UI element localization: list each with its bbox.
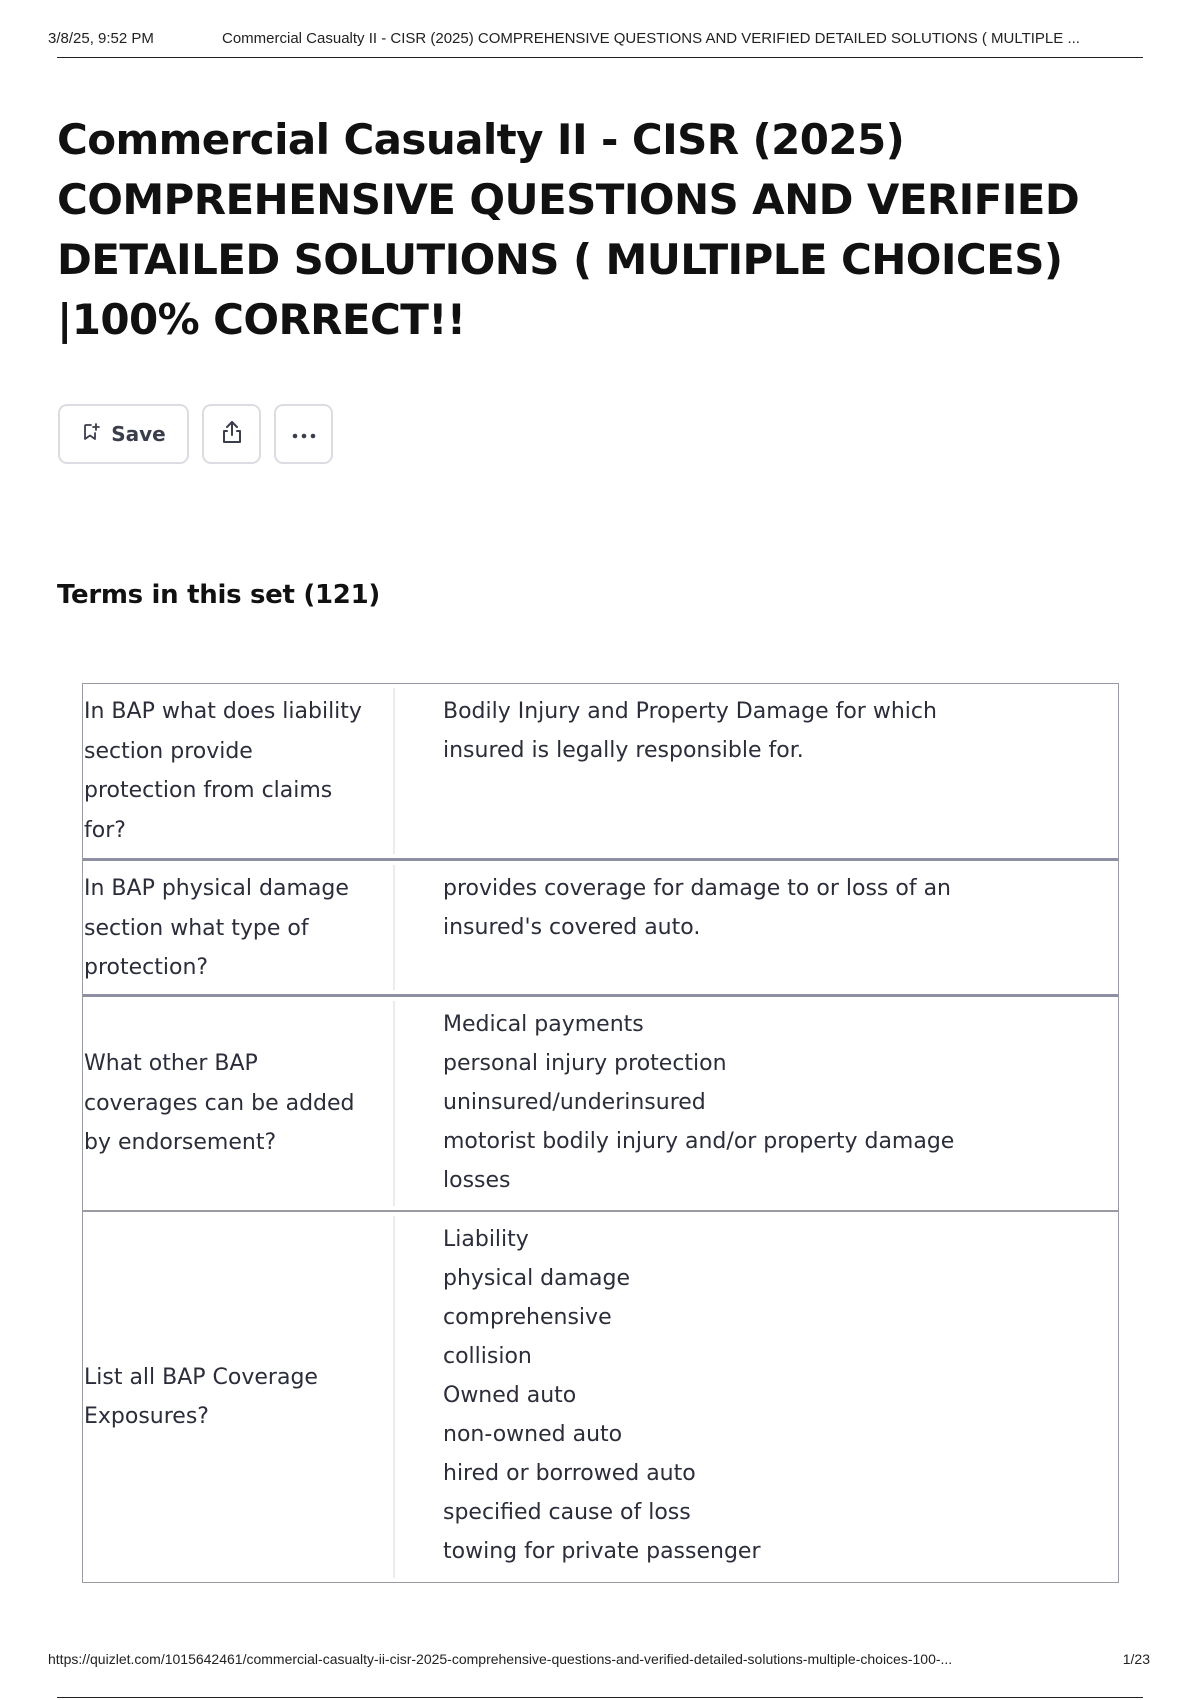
more-options-button[interactable]: [274, 404, 333, 464]
definition-line: specified cause of loss: [443, 1500, 691, 1525]
definition-line: losses: [443, 1168, 511, 1193]
term-line: coverages can be added: [84, 1090, 355, 1116]
definition-text: [395, 1212, 1118, 1582]
definition-line: uninsured/underinsured: [443, 1090, 706, 1115]
definition-line: Liability: [443, 1227, 529, 1252]
page-title: [57, 110, 1167, 350]
print-header: [48, 30, 1142, 47]
term-line: What other BAP: [84, 1051, 258, 1077]
term-row: [83, 858, 1118, 994]
definition-line: Medical payments: [443, 1012, 644, 1037]
term-line: In BAP physical damage: [84, 876, 349, 901]
term-text: [83, 861, 393, 994]
save-button-label: Save: [111, 422, 166, 446]
definition-line: collision: [443, 1344, 532, 1369]
share-icon: [218, 418, 246, 450]
page-title-line: COMPREHENSIVE QUESTIONS AND VERIFIED: [57, 175, 1080, 224]
term-line: for?: [84, 817, 126, 843]
share-button[interactable]: [202, 404, 261, 464]
term-line: section what type of: [84, 915, 309, 941]
definition-line: non-owned auto: [443, 1422, 623, 1447]
term-row: [83, 1210, 1118, 1582]
definition-line: hired or borrowed auto: [443, 1461, 696, 1486]
print-footer: [48, 1651, 1150, 1667]
definition-line: comprehensive: [443, 1305, 612, 1330]
term-row: [83, 684, 1118, 858]
definition-text: [395, 684, 1118, 858]
page-indicator: 1/23: [1122, 1651, 1150, 1667]
term-line: section provide: [84, 738, 253, 764]
term-line: List all BAP Coverage: [84, 1364, 318, 1390]
page-url[interactable]: https://quizlet.com/1015642461/commercial-casualty-ii-cisr-2025-comprehensive-questions-and-verified-detailed-solutions-multiple-choices-100-...: [48, 1651, 953, 1667]
header-divider: [57, 57, 1143, 58]
definition-line: motorist bodily injury and/or property damage: [443, 1129, 955, 1154]
term-line: protection from claims: [84, 778, 333, 803]
term-text: [83, 684, 393, 858]
term-row: [83, 994, 1118, 1210]
page-title-line: Commercial Casualty II - CISR (2025): [57, 115, 905, 164]
term-text: [83, 1212, 393, 1582]
print-date: 3/8/25, 9:52 PM: [48, 30, 154, 47]
definition-text: [395, 997, 1118, 1210]
definition-line: personal injury protection: [443, 1051, 727, 1076]
page-title-line: DETAILED SOLUTIONS ( MULTIPLE CHOICES): [57, 235, 1063, 284]
save-button[interactable]: [58, 404, 189, 464]
term-text: [83, 997, 393, 1210]
definition-line: insured is legally responsible for.: [443, 738, 804, 763]
more-options-icon: [290, 425, 318, 444]
term-line: Exposures?: [84, 1404, 209, 1429]
term-line: by endorsement?: [84, 1130, 277, 1156]
definition-line: insured's covered auto.: [443, 915, 701, 940]
action-bar: [58, 404, 333, 464]
page-title-line: |100% CORRECT!!: [57, 295, 466, 344]
definition-line: towing for private passenger: [443, 1539, 761, 1564]
bookmark-plus-icon: [81, 422, 101, 447]
print-document-title: Commercial Casualty II - CISR (2025) COMPREHENSIVE QUESTIONS AND VERIFIED DETAILED SOLUTIONS ( MULTIPLE ...: [222, 30, 1080, 47]
definition-line: Owned auto: [443, 1383, 577, 1408]
terms-table: [82, 683, 1119, 1583]
definition-line: physical damage: [443, 1266, 631, 1291]
definition-line: provides coverage for damage to or loss of an: [443, 876, 951, 901]
term-line: In BAP what does liability: [84, 699, 362, 724]
terms-heading: Terms in this set (121): [57, 580, 380, 610]
term-line: protection?: [84, 955, 209, 980]
definition-text: [395, 861, 1118, 994]
definition-line: Bodily Injury and Property Damage for which: [443, 699, 937, 724]
footer-divider: [57, 1697, 1143, 1698]
